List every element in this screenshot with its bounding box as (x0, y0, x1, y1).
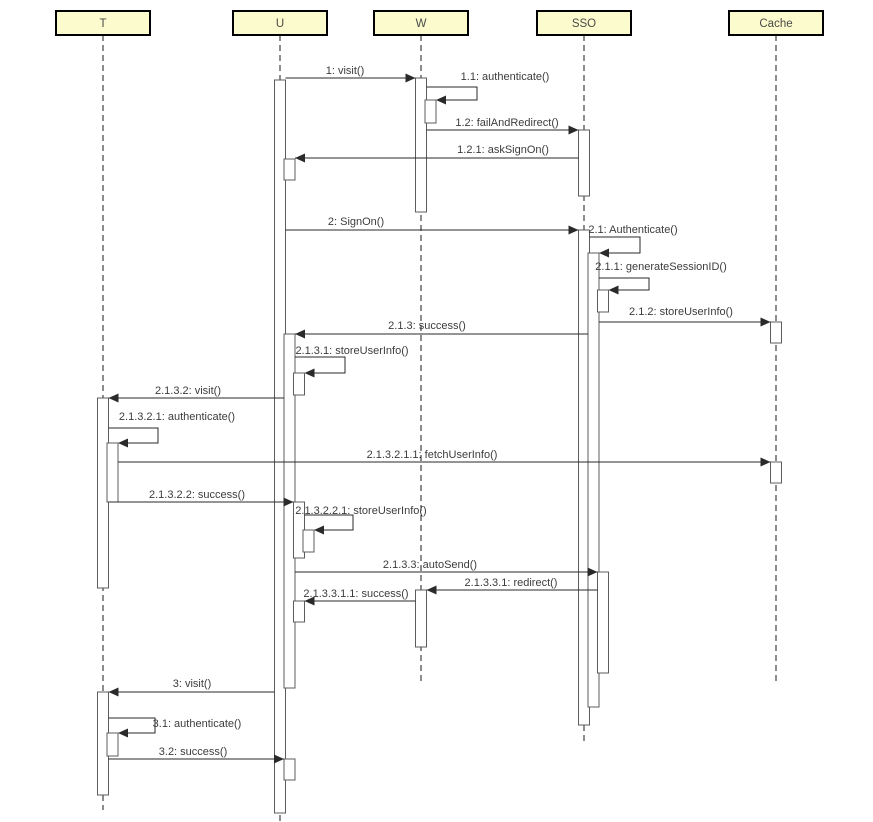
message-label: 2.1.3.3: autoSend() (382, 559, 478, 571)
message-label: 2.1.3.2.2: success() (149, 489, 245, 501)
activation-bar-w (416, 590, 427, 647)
message-label: 2.1.2: storeUserInfo() (629, 306, 733, 318)
participant-name-cache: Cache (759, 18, 793, 30)
message-label: 2.1.3.2: visit() (154, 385, 222, 397)
message-arrowhead (109, 688, 119, 697)
message-arrowhead (427, 586, 437, 595)
message-label: 3.2: success() (158, 746, 228, 758)
message-label: 2.1.3.3.1.1: success() (303, 588, 409, 600)
self-message-line (109, 718, 156, 733)
participant-name-u: U (275, 18, 285, 30)
message-label: 2.1: Authenticate() (588, 224, 678, 236)
message-arrowhead (569, 126, 579, 135)
message-label: 2.1.3.2.1: authenticate() (118, 411, 236, 423)
participant-name-w: W (415, 18, 427, 30)
message-label: 1: visit() (325, 65, 365, 77)
message-arrowhead (109, 394, 119, 403)
activation-bar-u (284, 159, 295, 180)
message-arrowhead (118, 439, 128, 448)
message-label: 2: SignOn() (327, 216, 385, 228)
self-message-line (590, 237, 641, 253)
message-arrowhead (406, 74, 416, 83)
message-label: 1.2: failAndRedirect() (455, 117, 559, 129)
activation-bar-u (294, 373, 305, 395)
self-message-line (305, 515, 354, 530)
activation-bar-cache (771, 322, 782, 343)
message-label: 2.1.3.3.1: redirect() (464, 577, 558, 589)
self-message-line (599, 278, 649, 290)
message-arrowhead (295, 154, 305, 163)
message-label: 2.1.3.2.1.1: fetchUserInfo() (366, 449, 498, 461)
activation-bar-w (416, 78, 427, 212)
message-label: 2.1.3: success() (388, 320, 466, 332)
message-arrowhead (118, 729, 128, 738)
message-arrowhead (436, 96, 446, 105)
message-label: 1.2.1: askSignOn() (457, 144, 549, 156)
message-label: 2.1.3.1: storeUserInfo() (295, 345, 409, 357)
self-message-line (109, 428, 159, 443)
message-arrowhead (599, 249, 609, 258)
activation-bar-sso (579, 130, 590, 196)
participant-name-t: T (99, 18, 107, 30)
activation-bar-cache (771, 462, 782, 483)
activation-bar-t (107, 733, 118, 756)
activation-bar-t (107, 443, 118, 502)
activation-bar-sso (598, 572, 609, 673)
message-label: 1.1: authenticate() (460, 71, 550, 83)
activation-bar-u (303, 530, 314, 552)
self-message-line (295, 357, 345, 373)
message-arrowhead (609, 286, 619, 295)
message-arrowhead (569, 226, 579, 235)
message-arrowhead (295, 330, 305, 339)
message-arrowhead (761, 458, 771, 467)
self-message-line (427, 87, 478, 100)
participant-name-sso: SSO (571, 18, 597, 30)
message-label: 3: visit() (172, 678, 212, 690)
message-arrowhead (305, 369, 315, 378)
activation-bar-u (284, 759, 295, 780)
message-label: 2.1.3.2.2.1: storeUserInfo() (295, 505, 427, 517)
message-arrowhead (761, 318, 771, 327)
activation-bar-w (425, 100, 436, 123)
message-arrowhead (314, 526, 324, 535)
message-label: 3.1: authenticate() (152, 718, 242, 730)
message-label: 2.1.1: generateSessionID() (595, 261, 727, 273)
activation-bar-u (294, 601, 305, 622)
activation-bar-sso (598, 290, 609, 312)
